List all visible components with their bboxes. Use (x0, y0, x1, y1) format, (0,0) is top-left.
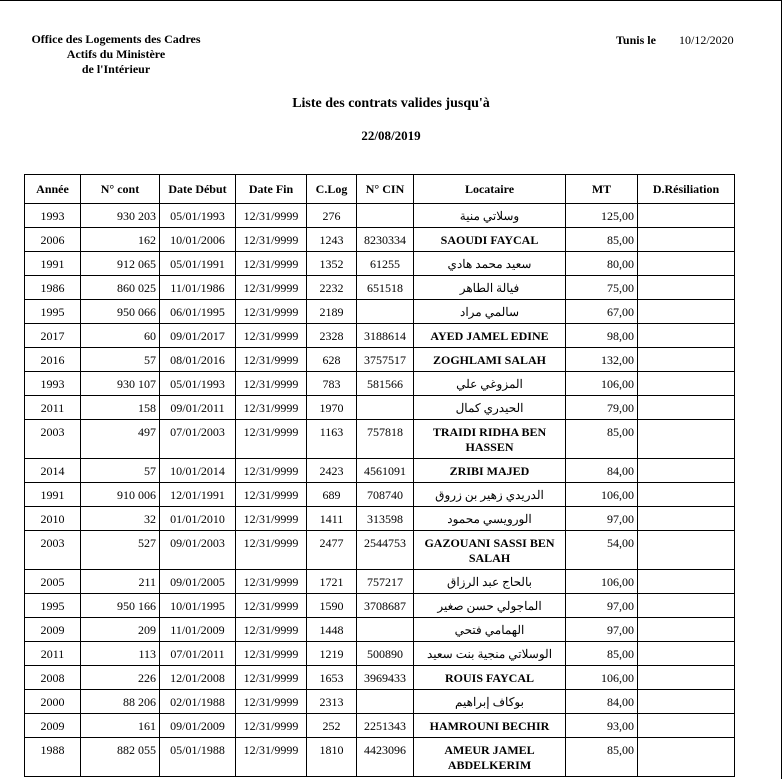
cell-annee: 1995 (25, 300, 81, 324)
column-header-locataire: Locataire (414, 175, 566, 204)
cell-mt: 106,00 (566, 372, 638, 396)
cell-date-fin: 12/31/9999 (236, 690, 307, 714)
cell-locataire: AMEUR JAMEL ABDELKERIM (414, 738, 566, 777)
cell-mt: 97,00 (566, 594, 638, 618)
cell-date-debut: 08/01/2016 (160, 348, 236, 372)
column-header-mt: MT (566, 175, 638, 204)
cell-d-resiliation (638, 531, 735, 570)
organization-block (0, 32, 232, 77)
cell-num-cont: 161 (81, 714, 160, 738)
cell-c-log: 1721 (307, 570, 357, 594)
cell-locataire: ZOGHLAMI SALAH (414, 348, 566, 372)
cell-annee: 2011 (25, 396, 81, 420)
cell-d-resiliation (638, 348, 735, 372)
cell-c-log: 1810 (307, 738, 357, 777)
cell-c-log: 276 (307, 204, 357, 228)
table-row (25, 483, 735, 507)
cell-date-debut: 09/01/2005 (160, 570, 236, 594)
cell-d-resiliation (638, 204, 735, 228)
cell-num-cin: 757217 (357, 570, 414, 594)
cell-num-cin (357, 204, 414, 228)
cell-locataire: HAMROUNI BECHIR (414, 714, 566, 738)
cell-c-log: 1163 (307, 420, 357, 459)
table-row (25, 300, 735, 324)
cell-locataire: المزوغي علي (414, 372, 566, 396)
cell-date-fin: 12/31/9999 (236, 228, 307, 252)
cell-d-resiliation (638, 594, 735, 618)
cell-annee: 2009 (25, 714, 81, 738)
cell-mt: 132,00 (566, 348, 638, 372)
cell-annee: 1991 (25, 252, 81, 276)
cell-num-cont: 930 203 (81, 204, 160, 228)
cell-c-log: 252 (307, 714, 357, 738)
cell-locataire: الوسلاتي منجية بنت سعيد (414, 642, 566, 666)
organization-line-2: Actifs du Ministère (66, 47, 166, 61)
place-label: Tunis le (616, 33, 656, 47)
cell-date-debut: 10/01/2006 (160, 228, 236, 252)
table-row (25, 204, 735, 228)
cell-num-cont: 158 (81, 396, 160, 420)
cell-locataire: ZRIBI MAJED (414, 459, 566, 483)
cell-num-cont: 32 (81, 507, 160, 531)
cell-date-debut: 09/01/2009 (160, 714, 236, 738)
cell-num-cont: 88 206 (81, 690, 160, 714)
cell-locataire: وسلاتي منية (414, 204, 566, 228)
cell-num-cont: 882 055 (81, 738, 160, 777)
cell-date-fin: 12/31/9999 (236, 483, 307, 507)
cell-annee: 1995 (25, 594, 81, 618)
cell-num-cont: 57 (81, 348, 160, 372)
cell-locataire: الدريدي زهير بن زروق (414, 483, 566, 507)
cell-annee: 2003 (25, 531, 81, 570)
cell-c-log: 2328 (307, 324, 357, 348)
cell-date-debut: 09/01/2017 (160, 324, 236, 348)
column-header-c-log: C.Log (307, 175, 357, 204)
contracts-table (24, 174, 735, 777)
cell-date-fin: 12/31/9999 (236, 618, 307, 642)
cell-annee: 2000 (25, 690, 81, 714)
cell-num-cont: 950 166 (81, 594, 160, 618)
cell-annee: 2017 (25, 324, 81, 348)
table-row (25, 348, 735, 372)
cell-locataire: الورويسي محمود (414, 507, 566, 531)
table-row (25, 714, 735, 738)
cell-date-fin: 12/31/9999 (236, 204, 307, 228)
cell-num-cont: 950 066 (81, 300, 160, 324)
cell-date-debut: 02/01/1988 (160, 690, 236, 714)
cell-date-fin: 12/31/9999 (236, 300, 307, 324)
cell-c-log: 628 (307, 348, 357, 372)
cell-d-resiliation (638, 324, 735, 348)
cell-date-debut: 09/01/2011 (160, 396, 236, 420)
cell-date-fin: 12/31/9999 (236, 570, 307, 594)
cell-locataire: فيالة الطاهر (414, 276, 566, 300)
cell-num-cont: 497 (81, 420, 160, 459)
page-top-border (0, 0, 782, 1)
table-row (25, 252, 735, 276)
cell-date-fin: 12/31/9999 (236, 738, 307, 777)
column-header-num-cin: N° CIN (357, 175, 414, 204)
page-subtitle: 22/08/2019 (361, 128, 421, 143)
cell-num-cin: 4423096 (357, 738, 414, 777)
cell-date-debut: 11/01/1986 (160, 276, 236, 300)
cell-mt: 85,00 (566, 642, 638, 666)
column-header-date-debut: Date Début (160, 175, 236, 204)
cell-c-log: 2313 (307, 690, 357, 714)
cell-mt: 85,00 (566, 420, 638, 459)
cell-num-cin: 8230334 (357, 228, 414, 252)
cell-annee: 2014 (25, 459, 81, 483)
cell-mt: 98,00 (566, 324, 638, 348)
cell-d-resiliation (638, 252, 735, 276)
cell-mt: 125,00 (566, 204, 638, 228)
cell-d-resiliation (638, 666, 735, 690)
cell-locataire: ROUIS FAYCAL (414, 666, 566, 690)
cell-annee: 1991 (25, 483, 81, 507)
cell-d-resiliation (638, 276, 735, 300)
cell-num-cin: 581566 (357, 372, 414, 396)
cell-num-cin: 651518 (357, 276, 414, 300)
cell-date-fin: 12/31/9999 (236, 276, 307, 300)
organization-line-3: de l'Intérieur (81, 62, 151, 76)
cell-date-debut: 12/01/1991 (160, 483, 236, 507)
column-header-annee: Année (25, 175, 81, 204)
report-date: 10/12/2020 (679, 33, 734, 47)
column-header-num-cont: N° cont (81, 175, 160, 204)
cell-num-cin (357, 618, 414, 642)
cell-c-log: 1590 (307, 594, 357, 618)
cell-date-debut: 11/01/2009 (160, 618, 236, 642)
cell-num-cont: 930 107 (81, 372, 160, 396)
cell-locataire: الحيدري كمال (414, 396, 566, 420)
cell-date-fin: 12/31/9999 (236, 714, 307, 738)
cell-locataire: GAZOUANI SASSI BEN SALAH (414, 531, 566, 570)
cell-date-fin: 12/31/9999 (236, 531, 307, 570)
cell-date-fin: 12/31/9999 (236, 420, 307, 459)
cell-mt: 85,00 (566, 228, 638, 252)
table-row (25, 531, 735, 570)
cell-mt: 85,00 (566, 738, 638, 777)
cell-c-log: 2477 (307, 531, 357, 570)
cell-c-log: 689 (307, 483, 357, 507)
cell-num-cont: 162 (81, 228, 160, 252)
table-row (25, 594, 735, 618)
cell-annee: 2009 (25, 618, 81, 642)
cell-annee: 2016 (25, 348, 81, 372)
cell-num-cont: 113 (81, 642, 160, 666)
cell-date-debut: 07/01/2011 (160, 642, 236, 666)
cell-num-cin: 2251343 (357, 714, 414, 738)
cell-mt: 93,00 (566, 714, 638, 738)
cell-locataire: بوكاف إبراهيم (414, 690, 566, 714)
cell-date-debut: 10/01/1995 (160, 594, 236, 618)
cell-annee: 2005 (25, 570, 81, 594)
cell-num-cont: 910 006 (81, 483, 160, 507)
cell-d-resiliation (638, 300, 735, 324)
cell-c-log: 1352 (307, 252, 357, 276)
cell-d-resiliation (638, 690, 735, 714)
cell-date-debut: 12/01/2008 (160, 666, 236, 690)
cell-mt: 67,00 (566, 300, 638, 324)
cell-annee: 2011 (25, 642, 81, 666)
cell-num-cin: 2544753 (357, 531, 414, 570)
cell-num-cin (357, 396, 414, 420)
cell-locataire: الهمامي فتحي (414, 618, 566, 642)
cell-date-debut: 05/01/1988 (160, 738, 236, 777)
cell-d-resiliation (638, 372, 735, 396)
cell-locataire: بالحاج عبد الرزاق (414, 570, 566, 594)
cell-mt: 106,00 (566, 483, 638, 507)
cell-date-debut: 07/01/2003 (160, 420, 236, 459)
table-row (25, 738, 735, 777)
cell-annee: 2008 (25, 666, 81, 690)
cell-date-fin: 12/31/9999 (236, 459, 307, 483)
cell-mt: 75,00 (566, 276, 638, 300)
cell-num-cont: 209 (81, 618, 160, 642)
cell-d-resiliation (638, 714, 735, 738)
table-row (25, 507, 735, 531)
cell-date-debut: 05/01/1993 (160, 204, 236, 228)
column-header-date-fin: Date Fin (236, 175, 307, 204)
cell-annee: 1986 (25, 276, 81, 300)
table-row (25, 642, 735, 666)
cell-mt: 84,00 (566, 690, 638, 714)
cell-num-cin: 4561091 (357, 459, 414, 483)
cell-mt: 80,00 (566, 252, 638, 276)
cell-locataire: SAOUDI FAYCAL (414, 228, 566, 252)
cell-locataire: TRAIDI RIDHA BEN HASSEN (414, 420, 566, 459)
cell-num-cin: 708740 (357, 483, 414, 507)
cell-num-cont: 60 (81, 324, 160, 348)
cell-date-fin: 12/31/9999 (236, 252, 307, 276)
table-row (25, 618, 735, 642)
cell-num-cin: 61255 (357, 252, 414, 276)
cell-date-debut: 05/01/1993 (160, 372, 236, 396)
table-header-row (25, 175, 735, 204)
cell-num-cont: 527 (81, 531, 160, 570)
table-row (25, 276, 735, 300)
table-row (25, 228, 735, 252)
page-title: Liste des contrats valides jusqu'à (292, 96, 490, 111)
cell-num-cont: 226 (81, 666, 160, 690)
cell-c-log: 2423 (307, 459, 357, 483)
cell-c-log: 1448 (307, 618, 357, 642)
table-row (25, 324, 735, 348)
cell-mt: 106,00 (566, 666, 638, 690)
cell-mt: 97,00 (566, 618, 638, 642)
cell-locataire: AYED JAMEL EDINE (414, 324, 566, 348)
table-row (25, 420, 735, 459)
cell-d-resiliation (638, 642, 735, 666)
cell-d-resiliation (638, 507, 735, 531)
cell-c-log: 1411 (307, 507, 357, 531)
cell-c-log: 1970 (307, 396, 357, 420)
cell-d-resiliation (638, 420, 735, 459)
cell-d-resiliation (638, 618, 735, 642)
cell-date-debut: 05/01/1991 (160, 252, 236, 276)
cell-date-debut: 06/01/1995 (160, 300, 236, 324)
cell-d-resiliation (638, 570, 735, 594)
cell-date-fin: 12/31/9999 (236, 348, 307, 372)
cell-num-cin: 757818 (357, 420, 414, 459)
cell-date-debut: 09/01/2003 (160, 531, 236, 570)
cell-date-fin: 12/31/9999 (236, 372, 307, 396)
cell-mt: 54,00 (566, 531, 638, 570)
table-row (25, 570, 735, 594)
cell-d-resiliation (638, 396, 735, 420)
cell-annee: 2010 (25, 507, 81, 531)
organization-line-1: Office des Logements des Cadres (31, 32, 201, 46)
cell-mt: 106,00 (566, 570, 638, 594)
cell-num-cin (357, 300, 414, 324)
cell-annee: 2006 (25, 228, 81, 252)
cell-annee: 2003 (25, 420, 81, 459)
cell-date-fin: 12/31/9999 (236, 396, 307, 420)
cell-date-fin: 12/31/9999 (236, 324, 307, 348)
cell-num-cont: 211 (81, 570, 160, 594)
cell-num-cin: 3969433 (357, 666, 414, 690)
table-row (25, 396, 735, 420)
cell-annee: 1993 (25, 372, 81, 396)
cell-num-cin: 3757517 (357, 348, 414, 372)
cell-d-resiliation (638, 459, 735, 483)
cell-num-cin (357, 690, 414, 714)
table-row (25, 666, 735, 690)
cell-num-cin: 3188614 (357, 324, 414, 348)
cell-d-resiliation (638, 483, 735, 507)
cell-annee: 1993 (25, 204, 81, 228)
cell-c-log: 1243 (307, 228, 357, 252)
cell-c-log: 1219 (307, 642, 357, 666)
cell-c-log: 2189 (307, 300, 357, 324)
cell-num-cont: 860 025 (81, 276, 160, 300)
cell-mt: 97,00 (566, 507, 638, 531)
cell-c-log: 783 (307, 372, 357, 396)
column-header-d-resiliation: D.Résiliation (638, 175, 735, 204)
cell-date-fin: 12/31/9999 (236, 507, 307, 531)
cell-date-fin: 12/31/9999 (236, 642, 307, 666)
cell-c-log: 2232 (307, 276, 357, 300)
cell-mt: 79,00 (566, 396, 638, 420)
cell-date-debut: 01/01/2010 (160, 507, 236, 531)
cell-mt: 84,00 (566, 459, 638, 483)
cell-d-resiliation (638, 228, 735, 252)
cell-num-cin: 500890 (357, 642, 414, 666)
cell-annee: 1988 (25, 738, 81, 777)
cell-d-resiliation (638, 738, 735, 777)
cell-num-cont: 57 (81, 459, 160, 483)
cell-locataire: سالمي مراد (414, 300, 566, 324)
cell-date-fin: 12/31/9999 (236, 594, 307, 618)
table-row (25, 459, 735, 483)
cell-locataire: سعيد محمد هادي (414, 252, 566, 276)
cell-date-debut: 10/01/2014 (160, 459, 236, 483)
cell-num-cin: 313598 (357, 507, 414, 531)
table-row (25, 690, 735, 714)
table-row (25, 372, 735, 396)
cell-locataire: الماجولي حسن صغير (414, 594, 566, 618)
cell-date-fin: 12/31/9999 (236, 666, 307, 690)
cell-num-cin: 3708687 (357, 594, 414, 618)
cell-c-log: 1653 (307, 666, 357, 690)
cell-num-cont: 912 065 (81, 252, 160, 276)
